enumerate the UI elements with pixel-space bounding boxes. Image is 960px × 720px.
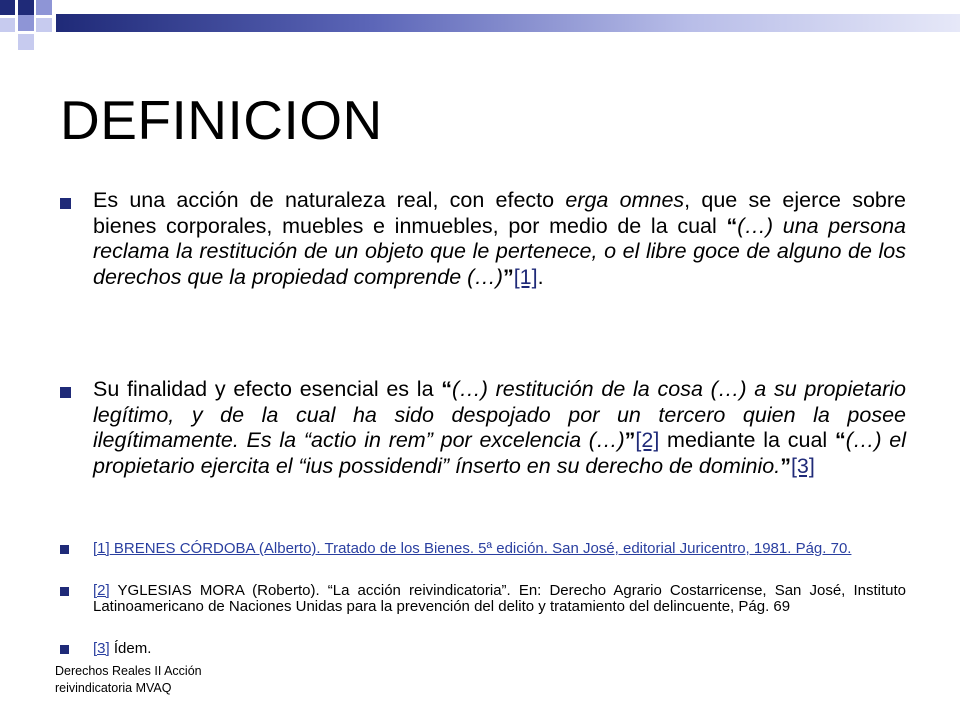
bullet-square-icon — [60, 645, 69, 654]
footnote-1 — [93, 541, 906, 557]
p2-quote-close: ” — [780, 453, 791, 478]
decor-square — [36, 0, 52, 15]
decor-square — [18, 0, 34, 15]
decor-square — [18, 15, 34, 31]
p1-end: . — [537, 264, 544, 289]
bullet-square-icon — [60, 198, 71, 209]
footnote-3-text: Ídem. — [109, 640, 152, 657]
p1-quote-open: “ — [726, 213, 738, 238]
bullet-square-icon — [60, 587, 69, 596]
p2-quote: (…) el propietario ejercita el “ius possidendi” ínserto en su derecho de dominio. — [93, 428, 906, 478]
p2-quote-open: “ — [441, 377, 453, 401]
footnote-link-2[interactable]: [2] — [635, 428, 660, 452]
footnote-3 — [93, 641, 906, 657]
bullet-square-icon — [60, 545, 69, 554]
paragraph-definition — [93, 188, 906, 290]
footnote-link-1[interactable]: [1] — [513, 264, 538, 289]
p1-text: Es una acción de naturaleza real, con efecto — [93, 188, 566, 212]
footnote-2-ref[interactable]: [2] — [93, 582, 110, 599]
footnote-1-ref[interactable]: [1] — [93, 540, 110, 557]
p2-text: mediante la cual — [659, 428, 835, 452]
decor-square — [18, 34, 34, 50]
slide-footer: Derechos Reales II Acción reivindicatoria MVAQ — [55, 664, 202, 695]
paragraph-finality — [93, 377, 906, 479]
p1-latin-term: erga omnes — [565, 188, 685, 212]
p1-quote: (…) una persona reclama la restitución de un objeto que le pertenece, o el libre goce de alguno de los derechos que la propiedad comprende (…) — [93, 213, 906, 289]
decor-square — [36, 18, 52, 32]
footnote-2 — [93, 583, 906, 615]
p2-text: Su finalidad y efecto esencial es la — [93, 377, 442, 401]
slide-title: DEFINICION — [60, 89, 383, 151]
decor-square — [0, 18, 15, 32]
bullet-square-icon — [60, 387, 71, 398]
footnote-3-ref[interactable]: [3] — [93, 640, 110, 657]
footnote-1-text[interactable]: BRENES CÓRDOBA (Alberto). Tratado de los Bienes. 5ª edición. San José, editorial Juricentro, 1981. Pág. 70. — [109, 540, 852, 557]
p1-quote-close: ” — [502, 264, 514, 289]
p1-text: , que se ejerce sobre bienes corporales, muebles e inmuebles, por medio de la cual — [93, 188, 906, 238]
footnote-2-text: YGLESIAS MORA (Roberto). “La acción reivindicatoria”. En: Derecho Agrario Costarricense, San José, Instituto Latinoamericano de Naciones Unidas para la prevención del delito y tratamiento del delincuente, Pág. 69 — [93, 582, 906, 615]
p2-quote-close: ” — [624, 428, 636, 452]
footnote-link-3[interactable]: [3] — [790, 453, 815, 478]
decor-square — [0, 0, 15, 15]
p2-quote: (…) restitución de la cosa (…) a su propietario legítimo, y de la cual ha sido despojado por un tercero quien la posee ilegítimamente. Es la “actio in rem” por excelencia (…) — [93, 377, 907, 452]
p2-quote-open: “ — [834, 428, 846, 452]
header-gradient-bar — [56, 14, 960, 32]
